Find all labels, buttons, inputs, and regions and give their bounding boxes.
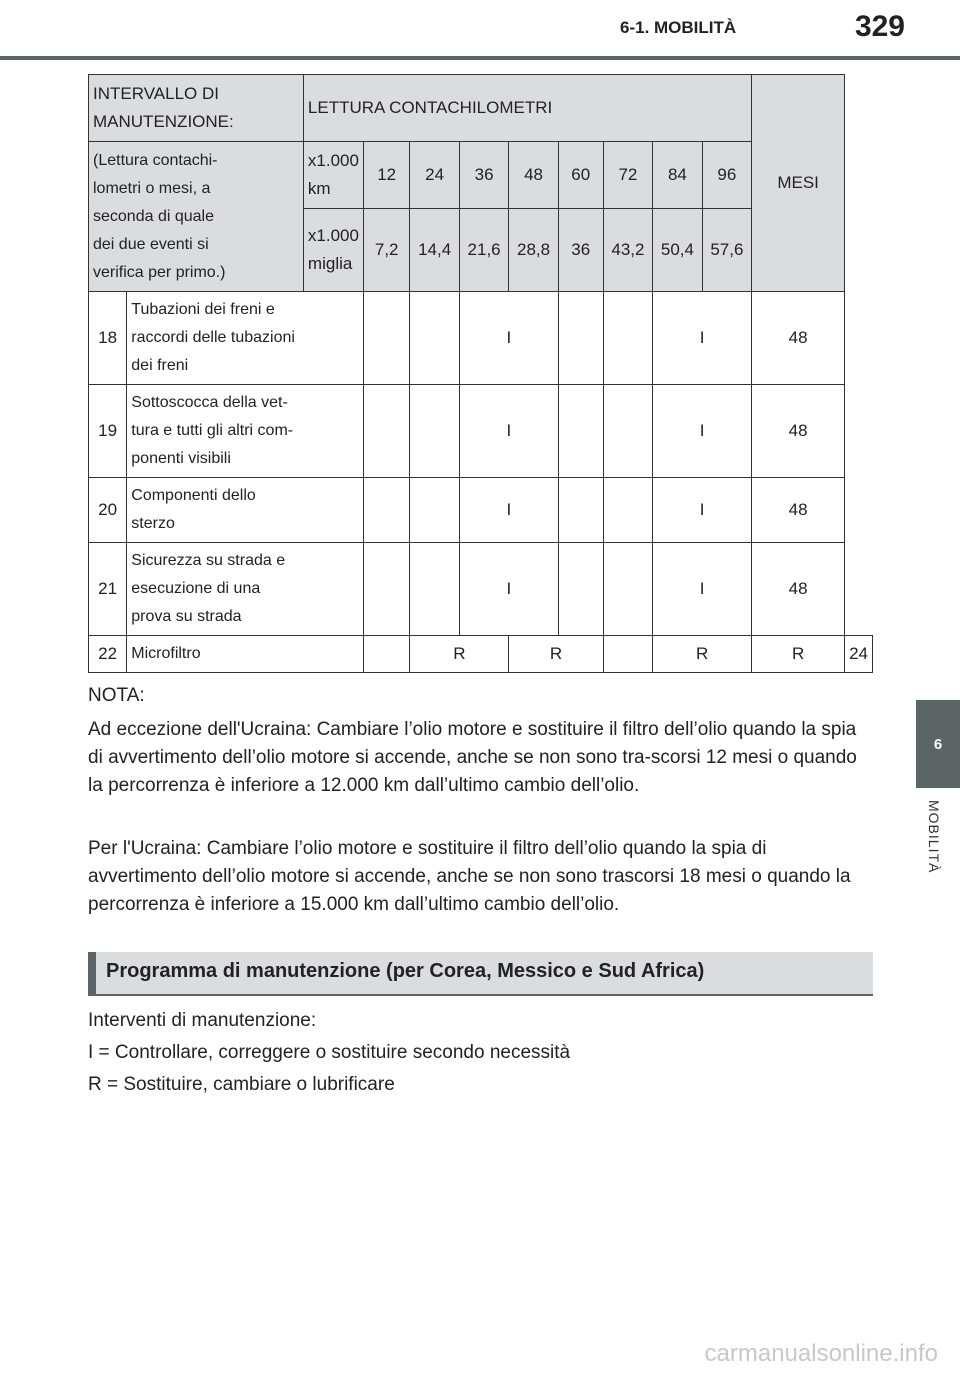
interval-label-cell: INTERVALLO DI MANUTENZIONE:: [89, 75, 304, 142]
note-title: NOTA:: [88, 685, 145, 706]
schedule-cell: [410, 292, 459, 385]
miles-value: 28,8: [509, 209, 558, 292]
schedule-cell: I: [653, 543, 752, 636]
schedule-cell: I: [653, 292, 752, 385]
condition-note-cell: (Lettura contachi- lometri o mesi, a seconda di quale dei due eventi si verifica per primo.): [89, 142, 304, 292]
item-description: Sottoscocca della vet- tura e tutti gli altri com- ponenti visibili: [127, 385, 364, 478]
item-number: 22: [89, 636, 127, 673]
odometer-label-cell: LETTURA CONTACHILOMETRI: [303, 75, 751, 142]
schedule-cell: [410, 478, 459, 543]
schedule-cell: R: [509, 636, 603, 673]
table-row: [89, 543, 873, 636]
item-description: Tubazioni dei freni e raccordi delle tubazioni dei freni: [127, 292, 364, 385]
item-description: Componenti dello sterzo: [127, 478, 364, 543]
schedule-cell: I: [459, 543, 558, 636]
miles-value: 14,4: [410, 209, 459, 292]
watermark: carmanualsonline.info: [704, 1340, 938, 1367]
miles-value: 57,6: [702, 209, 751, 292]
km-value: 60: [558, 142, 603, 209]
schedule-cell: [363, 292, 409, 385]
months-cell: 48: [752, 478, 845, 543]
schedule-cell: [603, 543, 652, 636]
months-cell: 48: [752, 543, 845, 636]
legend-r-definition: R = Sostituire, cambiare o lubrificare: [88, 1074, 395, 1095]
schedule-cell: I: [653, 385, 752, 478]
item-description: Sicurezza su strada e esecuzione di una prova su strada: [127, 543, 364, 636]
km-value: 48: [509, 142, 558, 209]
section-accent: [88, 952, 96, 994]
schedule-cell: I: [459, 292, 558, 385]
chapter-label: MOBILITÀ: [926, 800, 942, 874]
km-value: 84: [653, 142, 702, 209]
miles-value: 43,2: [603, 209, 652, 292]
legend-i-definition: I = Controllare, correggere o sostituire secondo necessità: [88, 1042, 571, 1063]
km-value: 24: [410, 142, 459, 209]
chapter-tab: [916, 700, 960, 788]
item-number: 19: [89, 385, 127, 478]
section-heading: [88, 952, 873, 996]
schedule-cell: R: [653, 636, 752, 673]
km-value: 12: [363, 142, 409, 209]
schedule-cell: I: [459, 385, 558, 478]
chapter-number: 6: [933, 735, 943, 753]
miles-value: 50,4: [653, 209, 702, 292]
item-number: 20: [89, 478, 127, 543]
km-value: 96: [702, 142, 751, 209]
header-section-title: 6-1. MOBILITÀ: [620, 18, 737, 37]
legend-intro: Interventi di manutenzione:: [88, 1010, 317, 1031]
table-row: [89, 292, 873, 385]
miles-value: 7,2: [363, 209, 409, 292]
item-number: 21: [89, 543, 127, 636]
km-value: 72: [603, 142, 652, 209]
schedule-cell: [558, 543, 603, 636]
schedule-cell: [410, 385, 459, 478]
months-header-cell: MESI: [752, 75, 845, 292]
miles-value: 36: [558, 209, 603, 292]
schedule-cell: R: [752, 636, 845, 673]
months-cell: 24: [845, 636, 873, 673]
months-cell: 48: [752, 385, 845, 478]
schedule-cell: I: [459, 478, 558, 543]
schedule-cell: R: [410, 636, 509, 673]
page-number: 329: [854, 10, 905, 43]
schedule-cell: [603, 478, 652, 543]
miles-value: 21,6: [459, 209, 508, 292]
section-title: Programma di manutenzione (per Corea, Messico e Sud Africa): [106, 960, 705, 982]
schedule-cell: [558, 385, 603, 478]
table-header-row: [89, 75, 873, 142]
note-paragraph-1: Ad eccezione dell'Ucraina: Cambiare l’olio motore e sostituire il filtro dell’olio quando la spia di avvertimento dell’olio motore si accende, anche se non sono tra-scorsi 12 mesi o quando la percorrenza è inferiore a 12.000 km dall’ultimo cambio dell’olio.: [88, 719, 857, 796]
schedule-cell: [603, 292, 652, 385]
maintenance-table: [88, 74, 873, 673]
months-cell: 48: [752, 292, 845, 385]
km-unit-cell: x1.000 km: [303, 142, 363, 209]
schedule-cell: I: [653, 478, 752, 543]
note-paragraph-2: Per l'Ucraina: Cambiare l’olio motore e sostituire il filtro dell’olio quando la spia di avvertimento dell’olio motore si accende, anche se non sono trascorsi 18 mesi o quando la percorrenza è inferiore a 15.000 km dall’ultimo cambio dell’olio.: [88, 838, 851, 915]
schedule-cell: [603, 385, 652, 478]
schedule-cell: [363, 636, 409, 673]
item-description: Microfiltro: [127, 636, 364, 673]
schedule-cell: [410, 543, 459, 636]
schedule-cell: [558, 292, 603, 385]
schedule-cell: [363, 385, 409, 478]
schedule-cell: [603, 636, 652, 673]
schedule-cell: [363, 543, 409, 636]
miles-unit-cell: x1.000 miglia: [303, 209, 363, 292]
km-value: 36: [459, 142, 508, 209]
schedule-cell: [363, 478, 409, 543]
table-row: [89, 478, 873, 543]
item-number: 18: [89, 292, 127, 385]
table-row: [89, 385, 873, 478]
header-rule: [0, 56, 960, 60]
table-row: [89, 636, 873, 673]
schedule-cell: [558, 478, 603, 543]
